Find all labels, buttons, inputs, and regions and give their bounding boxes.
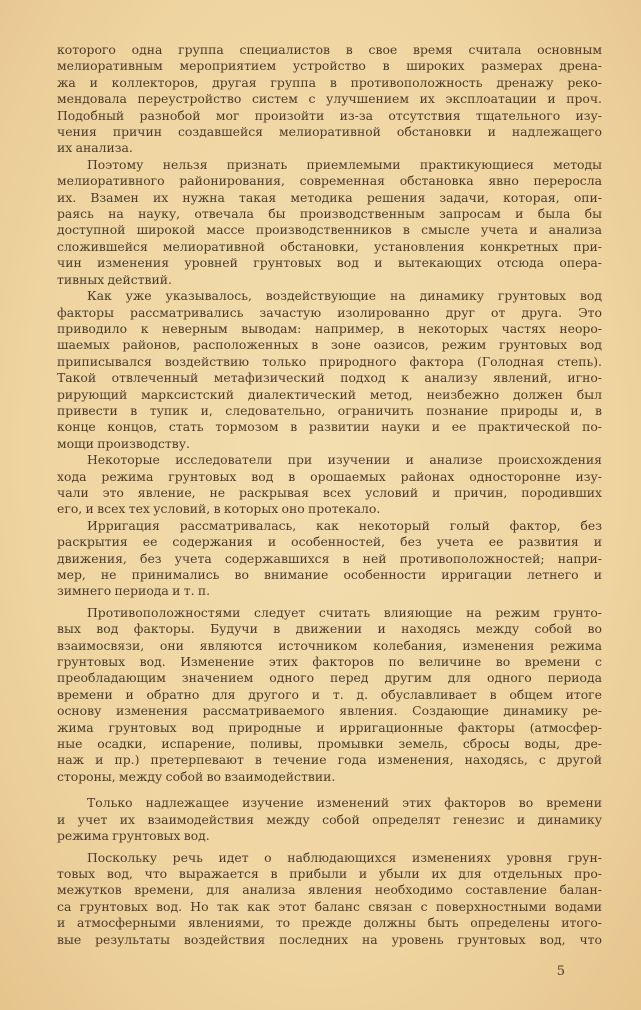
paragraph: [57, 850, 602, 948]
text-line: мощи производству.: [57, 435, 190, 451]
paragraph: [57, 605, 602, 785]
text-line: межутков времени, для анализа явления необходимо составление балан-: [57, 882, 602, 898]
text-line: режима грунтовых вод.: [57, 828, 210, 844]
text-line: доступной широкой массе производственников в смысле учета и анализа: [57, 222, 602, 238]
text-line: раскрытия ее содержания и особенностей, без учета ее развития и: [57, 534, 602, 550]
text-line: факторы рассматривались зачастую изолированно друг от друга. Это: [57, 304, 602, 320]
text-line: раясь на науку, отвечала бы производственным запросам и была бы: [57, 206, 602, 222]
text-line: стороны, между собой во взаимодействии.: [57, 768, 336, 784]
text-line: их. Взамен их нужна такая методика решения задачи, которая, опи-: [57, 189, 602, 205]
page-number-row: [57, 960, 602, 980]
text-line: чения причин создавшейся мелиоративной обстановки и надлежащего: [57, 124, 602, 140]
text-line: Поскольку речь идет о наблюдающихся изменениях уровня грун-: [87, 849, 602, 865]
text-line: наж и пр.) претерпевают в течение года изменения, находясь, с другой: [57, 752, 602, 768]
paragraph: [57, 157, 602, 288]
text-line: ные осадки, испарение, поливы, промывки земель, сбросы воды, дре-: [57, 736, 602, 752]
text-line: тивных действий.: [57, 271, 172, 287]
text-line: мендовала переустройство систем с улучшением их эксплоатации и проч.: [57, 91, 602, 107]
text-line: Ирригация рассматривалась, как некоторый голый фактор, без: [87, 517, 602, 533]
text-line: которого одна группа специалистов в свое время считала основным: [57, 42, 602, 57]
paragraph: [57, 42, 602, 157]
paragraph: [57, 795, 602, 844]
text-line: мелиоративным мероприятием устройство в широких размерах дрена-: [57, 58, 602, 74]
text-line: рирующий марксистский диалектический метод, неизбежно должен был: [57, 386, 602, 402]
paragraph: [57, 452, 602, 518]
text-line: преобладающим значением одного перед другим для одного периода: [57, 670, 602, 686]
text-line: и атмосферными явлениями, то прежде должны быть определены итого-: [57, 915, 602, 931]
paragraph: [57, 518, 602, 600]
text-line: чин изменения уровней грунтовых вод и вытекающих отсюда опера-: [57, 255, 602, 271]
text-line: чали это явление, не раскрывая всех условий и причин, породивших: [57, 484, 602, 500]
text-line: движения, без учета содержавшихся в ней противоположностей; напри-: [57, 550, 602, 566]
text-line: и учет их взаимодействия между собой определят генезис и динамику: [57, 811, 602, 827]
text-line: приводило к неверным выводам: например, в некоторых частях неоро-: [57, 320, 602, 336]
paragraph: [57, 288, 602, 452]
text-line: сложившейся мелиоративной обстановки, установления конкретных при-: [57, 238, 602, 254]
text-line: конце концов, стать тормозом в развитии науки и ее практической по-: [57, 419, 602, 435]
text-line: зимнего периода и т. п.: [57, 583, 211, 599]
text-line: Поэтому нельзя признать приемлемыми практикующиеся методы: [87, 156, 602, 172]
text-line: Подобный разнобой мог произойти из-за отсутствия тщательного изу-: [57, 107, 602, 123]
text-line: его, и всех тех условий, в которых оно протекало.: [57, 501, 381, 517]
text-line: грунтовых вод. Изменение этих факторов по величине во времени с: [57, 654, 602, 670]
text-line: мер, не принимались во внимание особенности ирригации летнего и: [57, 567, 602, 582]
text-line: вые результаты воздействия последних на уровень грунтовых вод, что: [57, 931, 602, 947]
text-line: основу изменения рассматриваемого явления. Создающие динамику ре-: [57, 703, 602, 719]
text-line: времени и обратно для другого и т. д. обуславливает в общем итоге: [57, 686, 602, 702]
text-line: са грунтовых вод. Но так как этот баланс связан с поверхностными водами: [57, 898, 602, 914]
text-line: взаимосвязи, они являются источником колебания, изменения режима: [57, 637, 602, 653]
body-text: [57, 42, 602, 948]
text-line: их анализа.: [57, 140, 133, 156]
text-line: шаемых районов, расположенных в зоне оазисов, режим грунтовых вод: [57, 337, 602, 353]
text-line: Противоположностями следует считать влияющие на режим грунто-: [87, 604, 602, 620]
text-line: жа и коллекторов, другая группа в противоположность дренажу реко-: [57, 74, 602, 90]
text-line: жима грунтовых вод природные и ирригационные факторы (атмосфер-: [57, 719, 602, 735]
page-number: 5: [556, 963, 565, 979]
text-line: Только надлежащее изучение изменений этих факторов во времени: [87, 795, 602, 811]
text-line: Как уже указывалось, воздействующие на динамику грунтовых вод: [87, 288, 602, 304]
text-line: Некоторые исследователи при изучении и анализе происхождения: [87, 452, 602, 468]
text-line: мелиоративного районирования, современная обстановка явно переросла: [57, 173, 602, 189]
text-line: Такой отвлеченный метафизический подход к анализу явлений, игно-: [57, 370, 602, 386]
text-line: вых вод факторы. Будучи в движении и находясь между собой во: [57, 621, 602, 637]
text-line: привести в тупик и, следовательно, ограничить познание природы и, в: [57, 402, 602, 418]
text-line: приписывался воздействию только природного фактора (Голодная степь).: [57, 353, 602, 369]
text-line: товых вод, что выражается в прибыли и убыли их для отдельных про-: [57, 865, 602, 881]
text-line: хода режима грунтовых вод в орошаемых районах односторонне изу-: [57, 468, 602, 484]
